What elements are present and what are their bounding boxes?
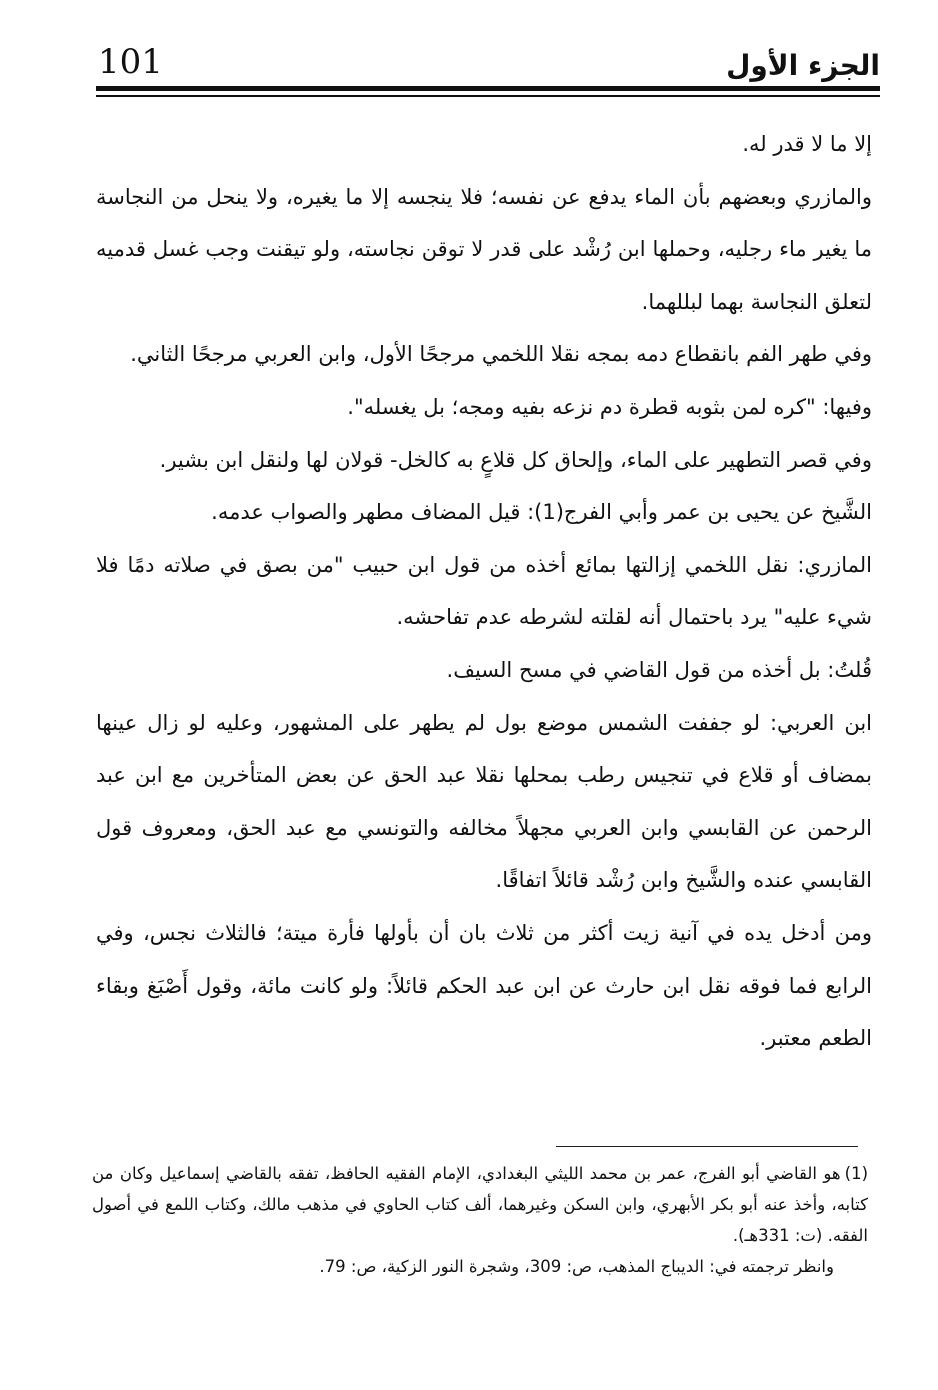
page-header	[96, 40, 880, 86]
paragraph: ابن العربي: لو جففت الشمس موضع بول لم يطهر على المشهور، وعليه لو زال عينها بمضاف أو قلاع في تنجيس رطب بمحلها نقلا عبد الحق عن بعض المتأخرين مع ابن عبد الرحمن عن القابسي وابن العربي مجهلاً مخالفه والتونسي مع عبد الحق، ومعروف قول القابسي عنده والشَّيخ وابن رُشْد قائلاً اتفاقًا.	[96, 710, 872, 893]
footnote-marker: (1)	[844, 1164, 868, 1183]
paragraph: الشَّيخ عن يحيى بن عمر وأبي الفرج(1): قيل المضاف مطهر والصواب عدمه.	[211, 500, 872, 525]
paragraph: والمازري وبعضهم بأن الماء يدفع عن نفسه؛ فلا ينجسه إلا ما يغيره، ولا ينحل من النجاسة ما يغير ماء رجليه، وحملها ابن رُشْد على قدر لا توقن نجاسته، ولو تيقنت وجب غسل قدميه لتعلق النجاسة بهما لبللهما.	[96, 184, 872, 314]
running-title: الجزء الأول	[726, 49, 880, 82]
paragraph: قُلتُ: بل أخذه من قول القاضي في مسح السيف.	[446, 657, 872, 682]
paragraph: وفي قصر التطهير على الماء، وإلحاق كل قلاعٍ به كالخل- قولان لها ولنقل ابن بشير.	[159, 447, 872, 472]
paragraph: إلا ما لا قدر له.	[742, 132, 872, 156]
paragraph: ومن أدخل يده في آنية زيت أكثر من ثلاث بان أن بأولها فأرة ميتة؛ فالثلاث نجس، وفي الرابع فما فوقه نقل ابن حارث عن ابن عبد الحكم قائلاً: ولو كانت مائة، وقول أَصْبَغ وبقاء الطعم معتبر.	[96, 920, 872, 1051]
footnote-1	[92, 1158, 868, 1251]
footnote-separator	[556, 1146, 858, 1147]
paragraph: وفي طهر الفم بانقطاع دمه بمجه نقلا اللخمي مرجحًا الأول، وابن العربي مرجحًا الثاني.	[130, 342, 872, 367]
footnotes	[92, 1158, 868, 1282]
main-text	[96, 118, 872, 1065]
header-rule-thin	[96, 95, 880, 97]
page-number: 101	[98, 42, 163, 82]
paragraph: وفيها: "كره لمن بثوبه قطرة دم نزعه بفيه ومجه؛ بل يغسله".	[347, 394, 872, 419]
footnote-text: هو القاضي أبو الفرج، عمر بن محمد الليثي البغدادي، الإمام الفقيه الحافظ، تفقه بالقاضي إسماعيل وكان من كتابه، وأخذ عنه أبو بكر الأبهري، وابن السكن وغيرهما، ألف كتاب الحاوي في مذهب مالك، وكتاب اللمع في أصول الفقه. (ت: 331هـ).	[92, 1164, 868, 1245]
footnote-reference: وانظر ترجمته في: الديباج المذهب، ص: 309، وشجرة النور الزكية، ص: 79.	[319, 1257, 834, 1276]
paragraph: المازري: نقل اللخمي إزالتها بمائع أخذه من قول ابن حبيب "من بصق في صلاته دمًا فلا شيء عليه" يرد باحتمال أنه لقلته لشرطه عدم تفاحشه.	[96, 552, 872, 630]
header-rule-thick	[96, 86, 880, 91]
